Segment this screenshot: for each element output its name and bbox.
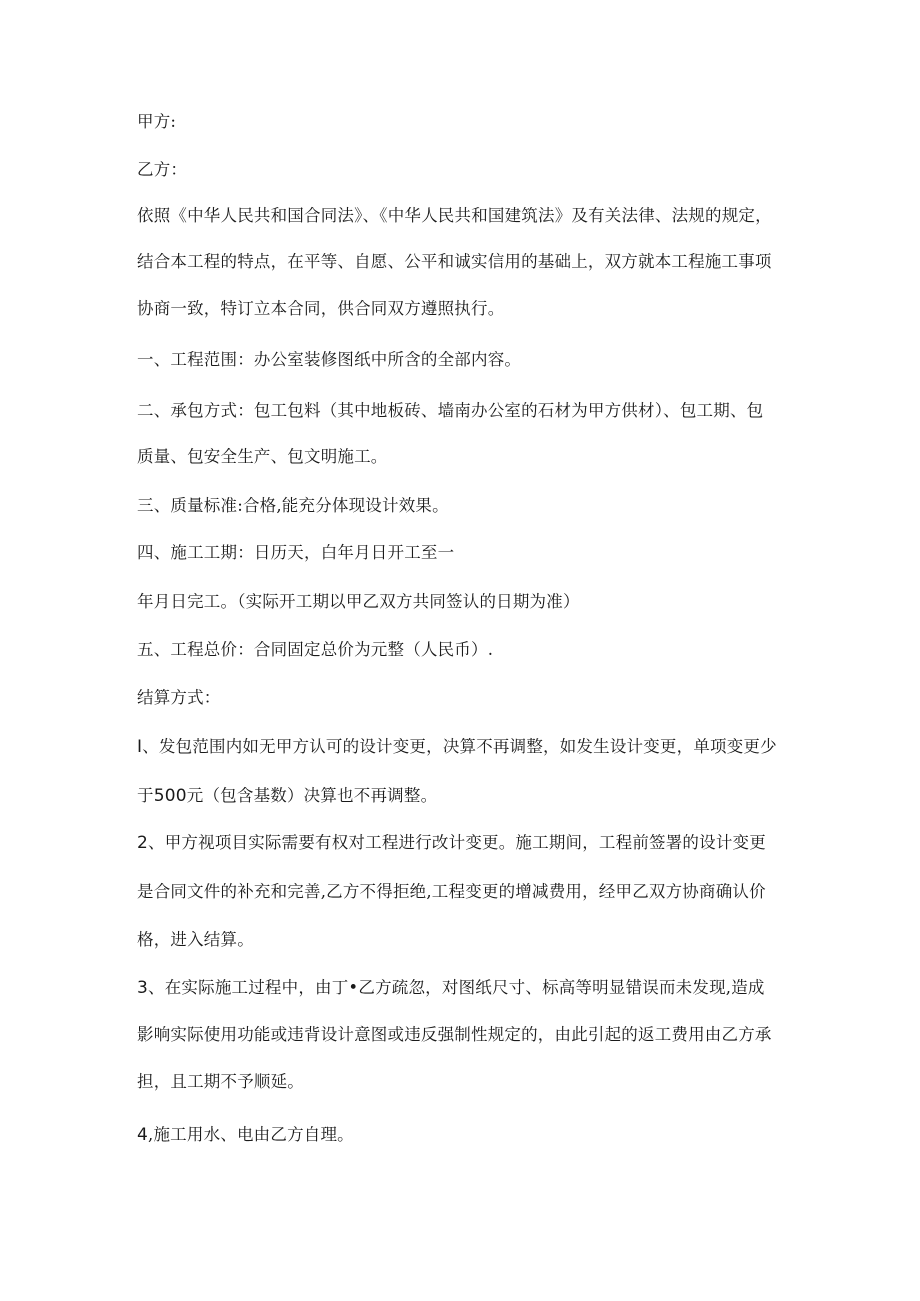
item-2-line-3: 格，进入结算。 bbox=[137, 930, 254, 949]
section-2-line-2: 质量、包安全生产、包文明施工。 bbox=[137, 447, 388, 466]
section-2-line-1: 二、承包方式：包工包料（其中地板砖、墙南办公室的石材为甲方供材）、包工期、包 bbox=[137, 401, 764, 420]
party-b-label: 乙方： bbox=[137, 160, 188, 179]
section-4-line-2: 年月日完工。（实际开工期以甲乙双方共同签认的日期为准） bbox=[137, 592, 580, 611]
item-3-line-2: 影响实际使用功能或违背设计意图或违反强制性规定的，由此引起的返工费用由乙方承 bbox=[137, 1025, 772, 1044]
section-4-line-1: 四、施工工期：日历天，白年月日开工至一 bbox=[137, 543, 455, 562]
item-1-line-2 bbox=[137, 786, 437, 806]
item-1-prefix: 于 bbox=[137, 786, 154, 805]
preamble-line-2: 结合本工程的特点，在平等、自愿、公平和诚实信用的基础上，双方就本工程施工事项 bbox=[137, 252, 772, 271]
item-3-text-1: 、在实际施工过程中，由丁•乙方疏忽，对图纸尺寸、标高等明显错误而未发现,造成 bbox=[148, 978, 765, 997]
preamble-line-1: 依照《中华人民共和国合同法》、《中华人民共和国建筑法》及有关法律、法规的规定， bbox=[137, 206, 772, 225]
party-a-label: 甲方: bbox=[137, 112, 177, 131]
item-4-text: ,施工用水、电由乙方自理。 bbox=[148, 1125, 354, 1144]
item-1-number: I bbox=[137, 737, 143, 757]
item-2-text-1: 、甲方视项目实际需要有权对工程进行改计变更。施工期间，工程前签署的设计变更 bbox=[148, 833, 766, 852]
item-4-number: 4 bbox=[137, 1125, 149, 1145]
item-2-line-1 bbox=[137, 833, 766, 853]
item-2-line-2: 是合同文件的补充和完善,乙方不得拒绝,工程变更的增减费用，经甲乙双方协商确认价 bbox=[137, 882, 766, 901]
section-3-quality: 三、质量标准:合格,能充分体现设计效果。 bbox=[137, 496, 449, 515]
preamble-line-3: 协商一致，特订立本合同，供合同双方遵照执行。 bbox=[137, 299, 505, 318]
item-1-text: 、发包范围内如无甲方认可的设计变更，决算不再调整，如发生设计变更，单项变更少 bbox=[142, 737, 777, 756]
section-5-price: 五、工程总价：合同固定总价为元整（人民币）. bbox=[137, 640, 494, 659]
item-4-line bbox=[137, 1125, 354, 1145]
item-3-number: 3 bbox=[137, 978, 149, 998]
section-1-scope: 一、工程范围：办公室装修图纸中所含的全部内容。 bbox=[137, 350, 522, 369]
item-2-number: 2 bbox=[137, 833, 149, 853]
item-1-rest: 元（包含基数）决算也不再调整。 bbox=[186, 786, 438, 805]
item-3-line-1 bbox=[137, 978, 765, 998]
item-1-line-1 bbox=[137, 737, 777, 757]
item-1-amount: 500 bbox=[153, 786, 187, 806]
item-3-line-3: 担，且工期不予顺延。 bbox=[137, 1072, 304, 1091]
settlement-heading: 结算方式： bbox=[137, 688, 221, 707]
